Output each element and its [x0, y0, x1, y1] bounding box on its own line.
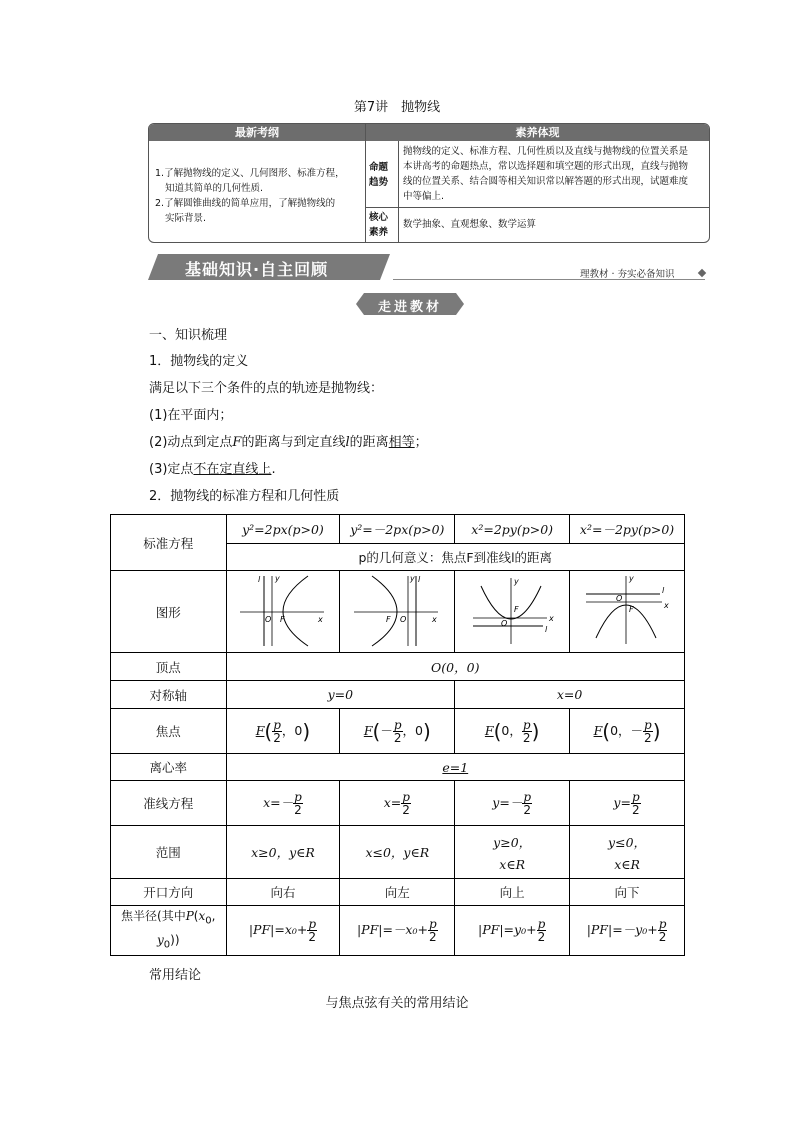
- row-label: 离心率: [111, 754, 227, 781]
- svg-text:O: O: [400, 615, 407, 624]
- graph-cell: [570, 571, 685, 653]
- row-label: 焦点: [111, 709, 227, 754]
- svg-text:l: l: [545, 625, 548, 634]
- outline-box: [148, 123, 710, 243]
- outline-left-line: 知道其简单的几何性质.: [165, 183, 264, 194]
- row-label: 趋势: [369, 177, 389, 188]
- vertex-cell: O(0，0): [226, 653, 684, 681]
- page-title: 第7讲 抛物线: [353, 100, 441, 115]
- focus-cell: F(0， $\frac{p}{2}$ ): [455, 709, 570, 754]
- heading: 2．抛物线的标准方程和几何性质: [149, 489, 340, 504]
- condition-1: (1)在平面内；: [149, 408, 233, 423]
- svg-text:F: F: [629, 605, 634, 614]
- heading: 常用结论: [149, 968, 202, 983]
- answer-blank: 相等: [388, 435, 415, 450]
- row-label: 准线方程: [111, 781, 227, 826]
- svg-text:x: x: [664, 601, 669, 610]
- directrix-cell: x=－ $\frac{p}{2}$: [226, 781, 340, 826]
- outline-left-header: 最新考纲: [149, 124, 365, 141]
- axis-cell: y=0: [226, 681, 455, 709]
- range-cell: x≤0，y∈R: [340, 826, 455, 879]
- equation-cell: x²=－2py(p>0): [570, 515, 685, 544]
- p-meaning: p的几何意义：焦点F到准线l的距离: [226, 544, 684, 571]
- svg-text:x: x: [432, 615, 438, 624]
- opening-cell: 向左: [340, 879, 455, 906]
- heading: 1．抛物线的定义: [149, 354, 249, 369]
- condition-3: (3)定点不在定直线上.: [149, 462, 276, 477]
- heading: 一、知识梳理: [149, 328, 228, 343]
- focal-radius-cell: |PF|=x₀+ $\frac{p}{2}$: [226, 906, 340, 956]
- row-label: 核心: [369, 212, 389, 223]
- outline-right-line: 本讲高考的命题热点，常以选择题和填空题的形式出现，直线与抛物: [403, 161, 689, 172]
- graph-down-opening: [582, 572, 672, 648]
- row-label: 顶点: [111, 653, 227, 681]
- focal-radius-cell: |PF|=－y₀+ $\frac{p}{2}$: [570, 906, 685, 956]
- outline-right-line: 中等偏上.: [403, 191, 445, 202]
- svg-text:l: l: [418, 575, 421, 584]
- banner-subtitle: 理教材 · 夯实必备知识: [580, 269, 675, 280]
- svg-text:F: F: [279, 615, 285, 624]
- opening-cell: 向右: [226, 879, 340, 906]
- outline-right-header: 素养体现: [366, 124, 709, 141]
- row-label: 焦半径(其中$P(x_0$, $y_0$)): [111, 906, 227, 956]
- svg-text:l: l: [257, 575, 261, 584]
- svg-text:x: x: [317, 615, 323, 624]
- graph-right-opening: [238, 572, 328, 648]
- equation-cell: y²=－2px(p>0): [340, 515, 455, 544]
- svg-text:l: l: [662, 586, 665, 595]
- directrix-cell: y= $\frac{p}{2}$: [570, 781, 685, 826]
- opening-cell: 向下: [570, 879, 685, 906]
- svg-text:O: O: [616, 594, 623, 603]
- focal-radius-cell: |PF|=y₀+ $\frac{p}{2}$: [455, 906, 570, 956]
- svg-text:y: y: [274, 574, 280, 583]
- directrix-cell: x= $\frac{p}{2}$: [340, 781, 455, 826]
- row-label: 素养: [369, 227, 389, 238]
- row-label: 图形: [111, 571, 227, 653]
- svg-text:y: y: [629, 574, 634, 583]
- row-label: 开口方向: [111, 879, 227, 906]
- row-label: 命题: [369, 162, 389, 173]
- opening-cell: 向上: [455, 879, 570, 906]
- row-label: 范围: [111, 826, 227, 879]
- svg-text:y: y: [514, 577, 519, 586]
- focus-cell: F( $\frac{p}{2}$ ，0): [226, 709, 340, 754]
- parabola-table: [110, 514, 685, 956]
- row-label: 对称轴: [111, 681, 227, 709]
- answer-blank: 不在定直线上: [193, 462, 272, 477]
- graph-cell: [226, 571, 340, 653]
- svg-text:F: F: [514, 605, 519, 614]
- core-literacy: 数学抽象、直观想象、数学运算: [403, 219, 537, 230]
- outline-right-line: 线的位置关系、结合圆等相关知识常以解答题的形式出现，试题难度: [403, 176, 689, 187]
- svg-text:x: x: [549, 614, 554, 623]
- focus-cell: F(－ $\frac{p}{2}$ ，0): [340, 709, 455, 754]
- svg-text:y: y: [410, 574, 416, 583]
- svg-text:O: O: [501, 619, 508, 628]
- range-cell: y≤0， x∈R: [570, 826, 685, 879]
- directrix-cell: y=－ $\frac{p}{2}$: [455, 781, 570, 826]
- range-cell: y≥0， x∈R: [455, 826, 570, 879]
- section-badge-label: 走进教材: [377, 300, 442, 315]
- range-cell: x≥0，y∈R: [226, 826, 340, 879]
- svg-text:F: F: [386, 615, 391, 624]
- graph-up-opening: [467, 572, 557, 648]
- outline-right-line: 抛物线的定义、标准方程、几何性质以及直线与抛物线的位置关系是: [403, 146, 689, 157]
- outline-left-line: 2.了解圆锥曲线的简单应用，了解抛物线的: [155, 198, 336, 209]
- paragraph: 满足以下三个条件的点的轨迹是抛物线：: [149, 381, 384, 396]
- heading: 与焦点弦有关的常用结论: [325, 996, 469, 1011]
- outline-left-line: 实际背景.: [165, 213, 207, 224]
- outline-left-line: 1.了解抛物线的定义、几何图形、标准方程，: [155, 168, 345, 179]
- graph-left-opening: [352, 572, 442, 648]
- graph-cell: [340, 571, 455, 653]
- svg-text:O: O: [264, 615, 272, 624]
- row-label: 标准方程: [111, 515, 227, 571]
- banner-title: 基础知识·自主回顾: [185, 260, 329, 279]
- graph-cell: [455, 571, 570, 653]
- condition-2: (2)动点到定点F的距离与到定直线l的距离相等；: [149, 435, 428, 450]
- equation-cell: x²=2py(p>0): [455, 515, 570, 544]
- axis-cell: x=0: [455, 681, 685, 709]
- equation-cell: y²=2px(p>0): [226, 515, 340, 544]
- focus-cell: F(0，－ $\frac{p}{2}$ ): [570, 709, 685, 754]
- focal-radius-cell: |PF|=－x₀+ $\frac{p}{2}$: [340, 906, 455, 956]
- eccentricity-cell: e=1: [226, 754, 684, 781]
- diamond-icon: [698, 269, 706, 277]
